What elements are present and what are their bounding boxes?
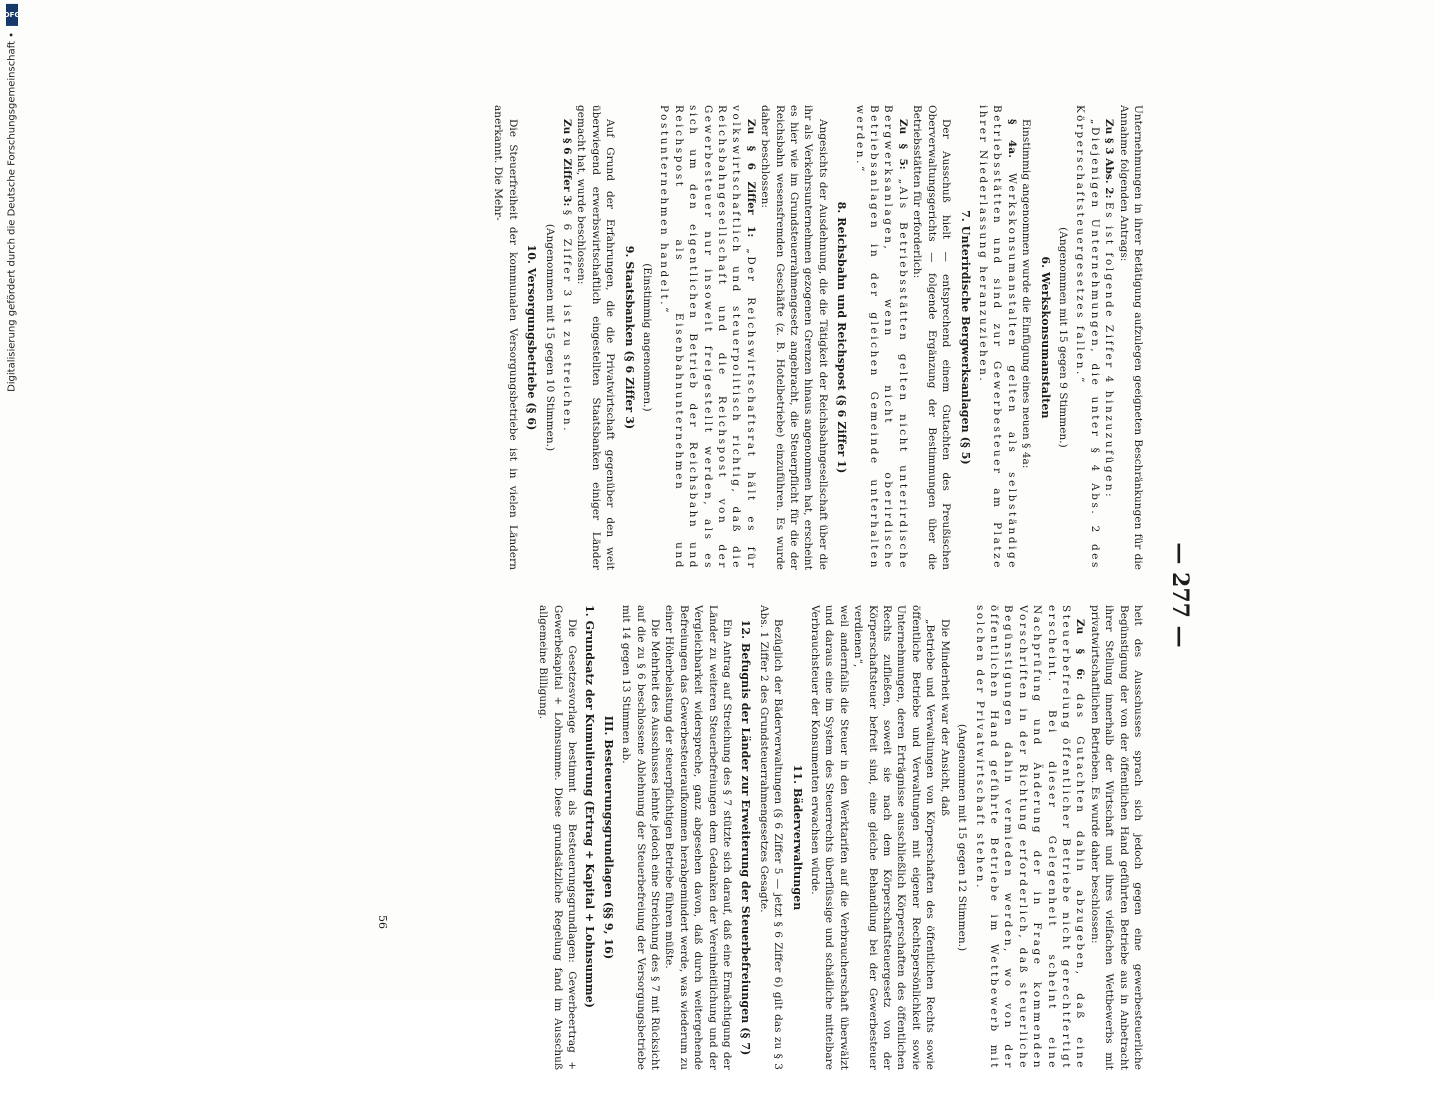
right-column (405, 605, 1145, 1070)
section-heading: 11. Bäderverwaltungen (790, 764, 804, 911)
paragraph: Zu § 6 Ziffer 1: „Der Reichswirtschaftsrat hält es für volkswirtschaftlich und steuerpolitisch richtig, daß die Reichsbahngesellschaft und die Reichspost von der Gewerbesteuer nur insoweit freigestellt werden, als es sich um den eigentlichen Betrieb der Reichsbahn und Reichspost als Eisenbahnunternehmen und Postunternehmen handelt.“ (658, 105, 757, 570)
left-column (405, 105, 1145, 570)
page-number: — 277 — (1167, 542, 1193, 648)
paragraph: Auf Grund der Erfahrungen, die die Privatwirtschaft gegenüber den weit überwiegend erwerbswirtschaftlich eingestellten Staatsbanken einiger Länder gemacht hat, wurde beschlossen: (575, 105, 617, 570)
section-heading: 7. Unterirdische Bergwerksanlagen (§ 5) (958, 210, 972, 465)
paragraph: Einstimmig angenommen wurde die Einfügung eines neuen § 4a: (1020, 119, 1033, 469)
paragraph: Zu § 6 Ziffer 3: § 6 Ziffer 3 ist zu streichen. (560, 119, 573, 434)
vote-result: (Angenommen mit 15 gegen 10 Stimmen.) (543, 223, 556, 452)
section-heading: III. Besteuerungsgrundlagen (§§ 9, 16) (601, 715, 615, 960)
paragraph: heit des Ausschusses sprach sich jedoch gegen eine gewerbesteuerliche Begünstigung der von der öffentlichen Hand geführten Betriebe aus in Anbetracht ihrer Stellung innerhalb der Wirtschaft und ihres vielfachen Wettbewerbs mit privatwirtschaftlichen Betrieben. Es wurde daher beschlossen: (1088, 605, 1144, 1070)
paragraph: Unternehmungen in ihrer Betätigung aufzulegen geeigneten Beschränkungen für die Annahme folgenden Antrags: (1117, 105, 1144, 570)
paragraph: Die Steuerfreiheit der kommunalen Versorgungsbetriebe ist in vielen Ländern anerkannt. Die Mehr- (492, 105, 519, 570)
section-heading: 9. Staatsbanken (§ 6 Ziffer 3) (622, 245, 636, 430)
section-heading: 6. Werkskonsumanstalten (1038, 256, 1052, 419)
section-heading: 8. Reichsbahn und Reichspost (§ 6 Ziffer 1) (835, 201, 849, 474)
funding-text: Digitalisierung gefördert durch die Deutsche Forschungsgemeinschaft • (6, 32, 18, 392)
paragraph: § 4a. Werkskonsumanstalten gelten als selbständige Betriebsstätten und sind zur Gewerbesteuer am Platze ihrer Niederlassung heranzuziehen. (976, 105, 1018, 570)
paragraph: Angesichts der Ausdehnung, die die Tätigkeit der Reichsbahngesellschaft über die ihr als Verkehrsunternehmen gezogenen Grenzen hinaus angenommen hat, erscheint es hier wie im Grundsteuerrahmengesetz angebracht, die Steuerpflicht für die der Reichsbahn wesensfremden Geschäfte (z. B. Hotelbetriebe) einzuführen. Es wurde daher beschlossen: (759, 105, 829, 570)
vote-result: (Angenommen mit 15 gegen 12 Stimmen.) (956, 723, 969, 952)
paragraph: Zu § 3 Abs. 2: Es ist folgende Ziffer 4 hinzuzufügen: (1103, 119, 1116, 500)
dfg-logo-icon: DFG (6, 4, 18, 26)
quote: „Betriebe und Verwaltungen von Körperschaften des öffentlichen Rechts sowie öffentliche Betriebe und Verwaltungen mit eigener Rechtspersönlichkeit sowie Unternehmungen, deren Erträgnisse ausschließlich Körperschaften des öffentlichen Rechts zufließen, soweit sie nach dem Körperschaftsteuergesetz von der Körperschaftsteuer befreit sind, eine gleiche Behandlung bei der Gewerbesteuer verdienen“, (852, 605, 937, 1070)
rotated-page (365, 95, 1193, 1095)
paragraph: Die Gesetzesvorlage bestimmt als Besteuerungsgrundlagen: Gewerbeertrag + Gewerbekapital + Lohnsumme. Diese grundsätzliche Regelung fand im Ausschuß allgemeine Billigung. (537, 605, 578, 1070)
paragraph: Zu § 6: das Gutachten dahin abzugeben, daß eine Steuerbefreiung öffentlicher Betriebe nicht gerechtfertigt erscheint. Bei dieser Gelegenheit scheint eine Nachprüfung und Änderung der in Frage kommenden Vorschriften in der Richtung erforderlich, daß steuerliche Begünstigungen dahin vermieden werden, wo von der öffentlichen Hand geführte Betriebe im Wettbewerb mit solchen der Privatwirtschaft stehen. (973, 605, 1087, 1070)
vote-result: (Einstimmig angenommen.) (641, 263, 653, 412)
paragraph: Zu § 5: „Als Betriebsstätten gelten nicht unterirdische Bergwerksanlagen, wenn nicht oberirdische Betriebsanlagen in der gleichen Gemeinde unterhalten werden.“ (853, 105, 909, 570)
paragraph: weil andernfalls die Steuer in den Werktarifen auf die Verbraucherschaft überwälzt und daraus eine im System des Steuerrechts überflüssige und schädliche mittelbare Verbrauchsteuer der Konsumenten erwachsen würde. (809, 605, 850, 1070)
paragraph: Ein Antrag auf Streichung des § 7 stützte sich darauf, daß eine Ermächtigung der Länder zu weiteren Steuerbefreiungen dem Gedanken der Vereinheitlichung und der Vergleichbarkeit widerspreche, ganz abgesehen davon, daß durch weitergehende Befreiungen das Gewerbesteueraufkommen herabgemindert werde, was wiederum zu einer Höherbelastung der steuerpflichtigen Betriebe führen müßte. (663, 605, 734, 1070)
paragraph: Die Mehrheit des Ausschusses lehnte jedoch eine Streichung des § 7 mit Rücksicht auf die zu § 6 beschlossene Ablehnung der Steuerbefreiung der Versorgungsbetriebe mit 14 gegen 13 Stimmen ab. (620, 605, 661, 1070)
section-heading: 10. Versorgungsbetriebe (§ 6) (525, 244, 539, 431)
subsection-heading: 1. Grundsatz der Kumulierung (Ertrag + Kapital + Lohnsumme) (583, 605, 597, 1009)
paragraph: Bezüglich der Bäderverwaltungen (§ 6 Ziffer 5 — jetzt § 6 Ziffer 6) gilt das zu § 3 Abs. 1 Ziffer 2 des Grundsteuerrahmengesetzes Gesagte. (757, 605, 785, 1070)
paragraph: Der Ausschuß hielt — entsprechend einem Gutachten des Preußischen Oberverwaltungsgerichts — folgende Ergänzung der Bestimmungen über die Betriebsstätten für erforderlich: (911, 105, 953, 570)
section-heading: 12. Befugnis der Länder zur Erweiterung der Steuerbefreiungen (§ 7) (739, 619, 753, 1056)
footer-number: 56 (376, 915, 389, 929)
quote: „Diejenigen Unternehmungen, die unter § 4 Abs. 2 des Körperschaftsteuergesetzes fallen.“ (1074, 105, 1101, 570)
paragraph: Die Minderheit war der Ansicht, daß (938, 619, 951, 817)
vote-result: (Angenommen mit 15 gegen 9 Stimmen.) (1056, 227, 1069, 448)
funding-note (3, 4, 21, 392)
